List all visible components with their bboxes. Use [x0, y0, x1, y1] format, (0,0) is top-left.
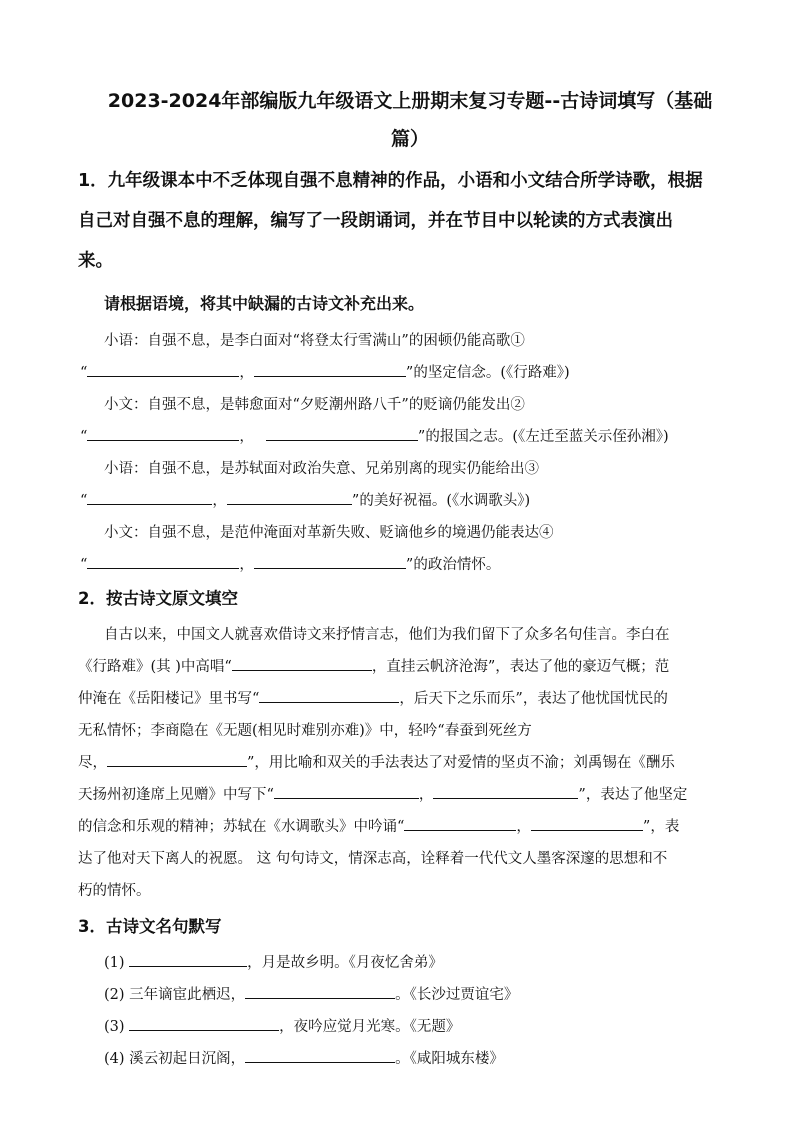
q3-heading: 3．古诗文名句默写	[78, 917, 222, 936]
blank[interactable]	[227, 490, 352, 505]
q2-line-8: 达了他对天下离人的祝愿。 这 句句诗文，情深志高，诠释着一代代文人墨客深邃的思想和不	[78, 851, 668, 867]
blank[interactable]	[259, 688, 399, 703]
q2-line-1: 自古以来，中国文人就喜欢借诗文来抒情言志，他们为我们留下了众多名句佳言。李白在	[104, 627, 670, 643]
blank[interactable]	[404, 816, 516, 831]
q2-line-2: 《行路难》(其 )中高唱“ ，直挂云帆济沧海”，表达了他的豪迈气概；范	[78, 656, 669, 678]
q1-line-3: 来。	[78, 251, 113, 271]
blank[interactable]	[531, 816, 643, 831]
page-title	[70, 82, 750, 158]
q1-item-1-intro: 小语：自强不息，是李白面对“将登太行雪满山”的困顿仍能高歌①	[104, 333, 525, 349]
blank[interactable]	[245, 984, 395, 999]
q1-item-3-intro: 小语：自强不息，是苏轼面对政治失意、兄弟别离的现实仍能给出③	[104, 461, 539, 477]
blank[interactable]	[129, 1016, 279, 1031]
blank[interactable]	[266, 426, 418, 441]
q1-item-2-intro: 小文：自强不息，是韩愈面对“夕贬潮州路八千”的贬谪仍能发出②	[104, 397, 525, 413]
blank[interactable]	[87, 554, 239, 569]
blank[interactable]	[129, 952, 247, 967]
title-line-1: 2023-2024年部编版九年级语文上册期末复习专题--古诗词填写（基础	[107, 90, 713, 112]
q2-line-3: 仲淹在《岳阳楼记》里书写“ ，后天下之乐而乐”，表达了他忧国忧民的	[78, 688, 668, 710]
blank[interactable]	[433, 784, 578, 799]
q2-line-4: 无私情怀；李商隐在《无题(相见时难别亦难)》中，轻吟“春蚕到死丝方	[78, 723, 532, 739]
title-line-2: 篇）	[390, 128, 429, 150]
blank[interactable]	[87, 362, 239, 377]
q3-item-1: (1) ，月是故乡明。《月夜忆舍弟》	[104, 952, 443, 974]
q1-item-1-answer: “ ， ”的坚定信念。(《行路难》)	[80, 362, 570, 384]
q1-line-2: 自己对自强不息的理解，编写了一段朗诵词，并在节目中以轮读的方式表演出	[78, 211, 673, 231]
q1-line-1: 1．九年级课本中不乏体现自强不息精神的作品，小语和小文结合所学诗歌，根据	[78, 171, 703, 191]
blank[interactable]	[254, 554, 406, 569]
q1-item-3-answer: “ ， ”的美好祝福。(《水调歌头》)	[80, 490, 530, 512]
blank[interactable]	[274, 784, 419, 799]
blank[interactable]	[245, 1048, 395, 1063]
blank[interactable]	[232, 656, 372, 671]
q2-line-7: 的信念和乐观的精神；苏轼在《水调歌头》中吟诵“ ， ”，表	[78, 816, 679, 838]
blank[interactable]	[87, 426, 239, 441]
q3-item-4: (4) 溪云初起日沉阁， 。《咸阳城东楼》	[104, 1048, 504, 1070]
blank[interactable]	[254, 362, 406, 377]
q1-item-2-answer: “ ， ”的报国之志。(《左迁至蓝关示侄孙湘》)	[80, 426, 669, 448]
q1-item-4-intro: 小文：自强不息，是范仲淹面对革新失败、贬谪他乡的境遇仍能表达④	[104, 525, 554, 541]
q1-instruction: 请根据语境，将其中缺漏的古诗文补充出来。	[104, 294, 425, 313]
q2-line-9: 朽的情怀。	[78, 883, 151, 899]
q1-item-4-answer: “ ， ”的政治情怀。	[80, 554, 500, 576]
blank[interactable]	[87, 490, 212, 505]
q2-heading: 2．按古诗文原文填空	[78, 589, 238, 608]
q3-item-3: (3) ，夜吟应觉月光寒。《无题》	[104, 1016, 460, 1038]
q3-item-2: (2) 三年谪宦此栖迟， 。《长沙过贾谊宅》	[104, 984, 518, 1006]
blank[interactable]	[107, 752, 247, 767]
q2-line-5: 尽， ”，用比喻和双关的手法表达了对爱情的坚贞不渝；刘禹锡在《酬乐	[78, 752, 675, 774]
q2-line-6: 天扬州初逢席上见赠》中写下“ ， ”，表达了他坚定	[78, 784, 687, 806]
